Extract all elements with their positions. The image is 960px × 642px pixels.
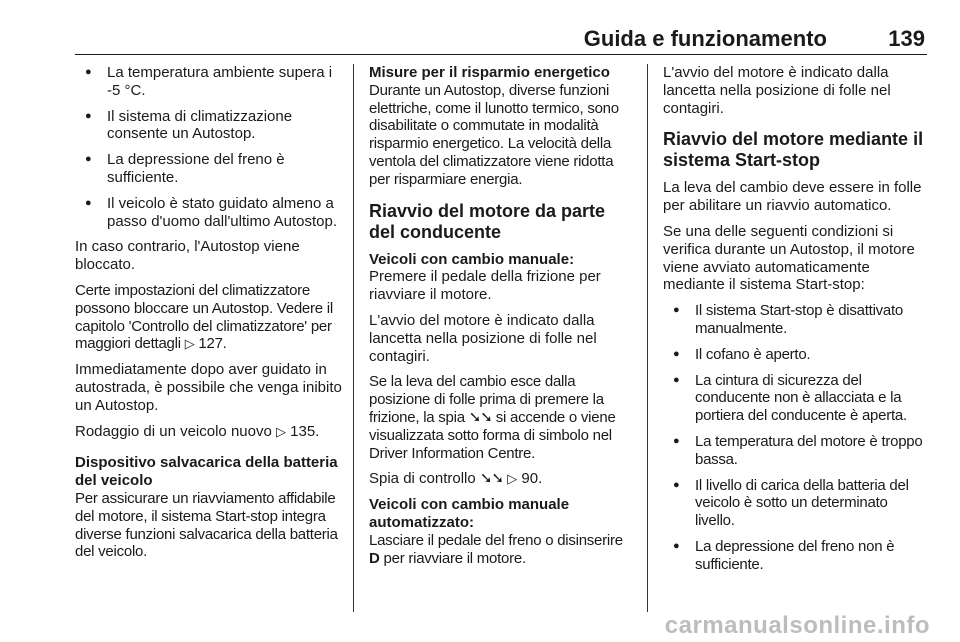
paragraph-text: si accende o viene visualizzata sotto forma di simbolo nel Driver Information Centre. bbox=[369, 408, 616, 462]
list-item: ● Il veicolo è stato guidato almeno a passo d'uomo dall'ultimo Autostop. bbox=[75, 195, 343, 231]
section-title: Guida e funzionamento bbox=[583, 26, 827, 51]
start-stop-warning-icon: ➘➘ bbox=[468, 408, 492, 426]
page-ref-arrow-icon: ▷ bbox=[184, 336, 195, 352]
paragraph: In caso contrario, l'Autostop viene bloccato. bbox=[75, 238, 300, 274]
restart-conditions-list bbox=[663, 302, 928, 573]
list-item: ● Il cofano è aperto. bbox=[663, 346, 928, 364]
page-ref[interactable]: 135. bbox=[290, 422, 320, 440]
list-item: ● Il sistema Start-stop è disattivato manualmente. bbox=[663, 302, 928, 338]
paragraph: Immediatamente dopo aver guidato in autostrada, è possibile che venga inibito un Autostop. bbox=[75, 361, 342, 414]
list-item: ● La depressione del freno è sufficiente. bbox=[75, 151, 343, 187]
paragraph-text: Se la leva del cambio esce dalla posizione di folle prima di premere la frizione, la spia bbox=[369, 373, 604, 426]
list-item: ● La temperatura ambiente supera i -5 °C. bbox=[75, 64, 343, 100]
list-item: ● La cintura di sicurezza del conducente non è allacciata e la portiera del conducente è aperta. bbox=[663, 372, 928, 425]
list-item: ● Il livello di carica della batteria del veicolo è sotto un determinato livello. bbox=[663, 477, 928, 530]
start-stop-warning-icon: ➘➘ bbox=[479, 470, 504, 488]
page-number: 139 bbox=[888, 26, 925, 51]
paragraph: L'avvio del motore è indicato dalla lancetta nella posizione di folle nel contagiri. bbox=[369, 311, 597, 365]
paragraph-text: Lasciare il pedale del freno o disinserire bbox=[369, 531, 623, 549]
page-header bbox=[75, 22, 927, 55]
subheading: Veicoli con cambio manuale automatizzato: bbox=[369, 496, 570, 531]
list-item: ● La depressione del freno non è sufficiente. bbox=[663, 538, 928, 574]
paragraph: Per assicurare un riavviamento affidabile del motore, il sistema Start-stop integra diverse funzioni salvacarica della batteria del veicolo. bbox=[75, 489, 338, 561]
column-divider bbox=[647, 64, 648, 612]
section-heading: Riavvio del motore da parte del conducente bbox=[369, 200, 606, 242]
subheading: Veicoli con cambio manuale: bbox=[369, 250, 575, 268]
paragraph-text: Certe impostazioni del climatizzatore possono bloccare un Autostop. Vedere il capitolo 'Controllo del climatizzatore' per maggiori dettagli bbox=[75, 281, 333, 353]
page-ref-arrow-icon: ▷ bbox=[507, 471, 518, 487]
page-ref-arrow-icon: ▷ bbox=[275, 423, 286, 439]
paragraph: La leva del cambio deve essere in folle per abilitare un riavvio automatico. bbox=[663, 179, 922, 215]
paragraph: L'avvio del motore è indicato dalla lancetta nella posizione di folle nel contagiri. bbox=[663, 64, 891, 117]
autostop-conditions-list bbox=[75, 64, 343, 230]
paragraph bbox=[369, 532, 633, 568]
column-3 bbox=[663, 64, 928, 582]
paragraph: Se una delle seguenti condizioni si verifica durante un Autostop, il motore viene avviato automaticamente mediante il sistema Start-stop: bbox=[663, 222, 915, 294]
paragraph bbox=[75, 282, 343, 353]
column-1 bbox=[75, 64, 343, 569]
list-item: ● La temperatura del motore è troppo bassa. bbox=[663, 433, 928, 469]
subheading: Dispositivo salvacarica della batteria del veicolo bbox=[75, 454, 338, 490]
paragraph bbox=[369, 373, 633, 462]
gear-key: D bbox=[369, 549, 380, 567]
column-divider bbox=[353, 64, 354, 612]
section-heading: Riavvio del motore mediante il sistema Start-stop bbox=[663, 129, 924, 171]
paragraph-text: Rodaggio di un veicolo nuovo bbox=[75, 422, 272, 440]
page-ref[interactable]: 90. bbox=[521, 470, 543, 488]
watermark: carmanualsonline.info bbox=[664, 612, 930, 639]
paragraph bbox=[75, 423, 343, 441]
page-ref[interactable]: 127. bbox=[198, 335, 227, 353]
subheading: Misure per il risparmio energetico bbox=[369, 64, 610, 81]
list-item: ● Il sistema di climatizzazione consente un Autostop. bbox=[75, 108, 343, 144]
paragraph bbox=[369, 470, 633, 488]
paragraph-text: per riavviare il motore. bbox=[383, 549, 526, 567]
paragraph: Durante un Autostop, diverse funzioni elettriche, come il lunotto termico, sono disabilitate o commutate in modalità risparmio energetico. La velocità della ventola del climatizzatore viene ridotta per risparmiare energia. bbox=[369, 81, 619, 188]
paragraph: Premere il pedale della frizione per riavviare il motore. bbox=[369, 268, 601, 304]
paragraph-text: Spia di controllo bbox=[369, 470, 476, 488]
column-2 bbox=[369, 64, 633, 575]
